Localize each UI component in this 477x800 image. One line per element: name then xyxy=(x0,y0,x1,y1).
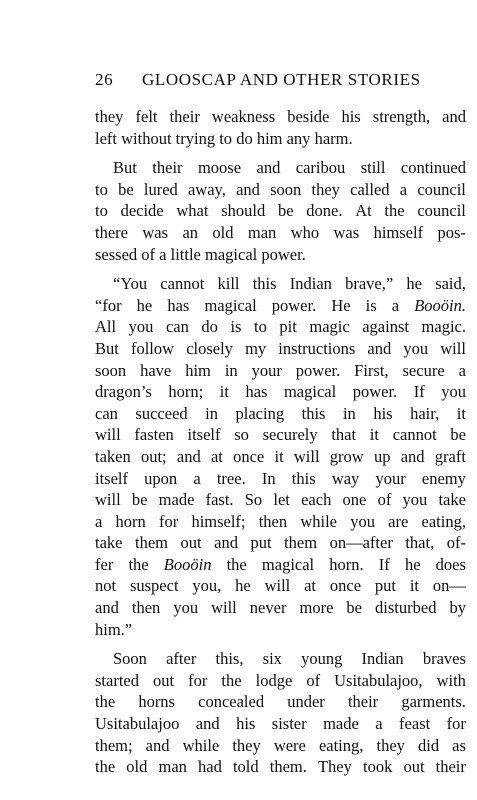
word: young xyxy=(301,649,343,669)
word: that, xyxy=(405,533,435,553)
word: him xyxy=(256,128,283,148)
word: them; xyxy=(95,735,133,755)
word: man xyxy=(158,757,187,777)
word: horns xyxy=(138,692,175,712)
word: of xyxy=(141,244,156,264)
word: be xyxy=(277,201,294,221)
word: is xyxy=(365,295,377,315)
word: caribou xyxy=(295,158,346,178)
text-line xyxy=(95,244,466,266)
word: on— xyxy=(432,576,466,596)
word: and xyxy=(256,158,281,178)
word: old xyxy=(212,222,234,242)
word: in xyxy=(224,360,238,380)
word: for xyxy=(188,670,208,690)
word: out xyxy=(403,757,425,777)
word: placing xyxy=(235,403,285,423)
word: you xyxy=(441,382,466,402)
paragraph xyxy=(95,157,466,265)
word: one xyxy=(342,490,367,510)
word: closely xyxy=(186,338,233,358)
word: council xyxy=(417,179,466,199)
word: At xyxy=(355,201,372,221)
word: old xyxy=(126,757,148,777)
word: for xyxy=(158,511,179,531)
word: put xyxy=(250,533,272,553)
text-line xyxy=(95,575,466,597)
word: soon xyxy=(270,179,302,199)
word: do xyxy=(236,128,253,148)
text-line xyxy=(95,713,466,735)
word: you xyxy=(403,338,429,358)
word: your xyxy=(375,468,406,488)
word: feast xyxy=(399,714,431,734)
word: so xyxy=(234,425,249,445)
word: eating, xyxy=(421,511,466,531)
word: enemy xyxy=(421,468,466,488)
word: made xyxy=(158,490,195,510)
word: “You xyxy=(113,274,148,294)
word: him xyxy=(185,360,211,380)
word: the xyxy=(95,757,116,777)
word: the xyxy=(95,692,116,712)
word: then xyxy=(131,598,161,618)
word: was xyxy=(142,222,169,242)
word: will xyxy=(211,598,237,618)
word: power. xyxy=(271,295,317,315)
text-line xyxy=(95,222,466,244)
word: fast. xyxy=(205,490,234,510)
word: should xyxy=(221,201,266,221)
word: In xyxy=(261,468,276,488)
word: made xyxy=(323,714,359,734)
text-line xyxy=(95,597,466,619)
word: felt xyxy=(135,107,158,126)
word: them xyxy=(135,533,168,553)
word: they xyxy=(232,735,261,755)
text-line xyxy=(95,403,466,425)
word: to xyxy=(95,201,108,221)
paragraph xyxy=(95,648,466,778)
word: your xyxy=(251,360,282,380)
text-line xyxy=(95,756,466,778)
word: succeed xyxy=(135,403,188,423)
word: the xyxy=(226,554,247,574)
word: after xyxy=(166,649,197,669)
word: harm. xyxy=(314,128,353,148)
word: magical xyxy=(283,382,337,402)
word: horn; xyxy=(168,382,204,402)
word: on—after xyxy=(329,533,393,553)
text-line xyxy=(95,157,466,179)
paragraph xyxy=(95,273,466,640)
word: as xyxy=(452,735,466,755)
word: out xyxy=(180,533,202,553)
word: itself xyxy=(95,468,128,488)
word: any xyxy=(286,128,311,148)
word: magic. xyxy=(421,317,466,337)
word: has xyxy=(245,382,268,402)
word: Soon xyxy=(113,649,147,669)
word: “for xyxy=(95,295,122,315)
word: to xyxy=(219,128,233,148)
word: horn xyxy=(115,511,146,531)
word: garments. xyxy=(401,692,466,712)
word: decide xyxy=(120,201,164,221)
word: at xyxy=(304,576,317,596)
text-line xyxy=(95,468,466,490)
word: braves xyxy=(422,649,466,669)
word: the xyxy=(221,670,242,690)
word: up xyxy=(373,446,391,466)
word: it xyxy=(409,576,420,596)
word: have xyxy=(140,360,172,380)
word: suspect xyxy=(129,576,179,596)
text-line xyxy=(95,360,466,382)
word: let xyxy=(273,490,290,510)
word: pit xyxy=(279,317,297,337)
word: moose xyxy=(197,158,242,178)
word: disturbed xyxy=(375,598,437,618)
word: magical xyxy=(261,554,315,574)
word: hair, xyxy=(410,403,440,423)
word: had xyxy=(198,757,222,777)
word: it xyxy=(219,382,229,402)
word: his xyxy=(373,403,393,423)
word: they xyxy=(311,179,340,199)
word: way xyxy=(331,468,360,488)
word: will xyxy=(264,576,291,596)
word: their xyxy=(152,158,183,178)
word: concealed xyxy=(198,692,265,712)
word: be xyxy=(118,179,134,199)
word: you xyxy=(173,598,199,618)
word: continued xyxy=(400,158,466,178)
word: his xyxy=(341,107,361,126)
text-line xyxy=(95,511,466,533)
text-line xyxy=(95,532,466,554)
word: himself; xyxy=(191,511,246,531)
word: a xyxy=(391,295,400,315)
word: took xyxy=(362,757,393,777)
word: Indian xyxy=(361,649,404,669)
word: Usitabulajoo, xyxy=(334,670,423,690)
word: All xyxy=(95,317,117,337)
word: a xyxy=(399,179,408,199)
word: six xyxy=(262,649,282,669)
text-line xyxy=(95,295,466,317)
italic-word: Booöin xyxy=(163,554,212,574)
word: are xyxy=(388,511,409,531)
word: be xyxy=(450,425,466,445)
word: has xyxy=(167,295,190,315)
word: follow xyxy=(130,338,175,358)
word: graft xyxy=(434,446,466,466)
word: with xyxy=(436,670,466,690)
text-line xyxy=(95,619,466,641)
text-line xyxy=(95,128,466,150)
word: them. xyxy=(269,757,307,777)
word: power. xyxy=(295,360,341,380)
word: take xyxy=(95,533,123,553)
word: a xyxy=(95,511,103,531)
word: put xyxy=(374,576,396,596)
text-line xyxy=(95,106,466,128)
word: it xyxy=(274,446,284,466)
word: power. xyxy=(352,382,398,402)
word: that xyxy=(331,425,357,445)
word: their xyxy=(435,757,466,777)
word: this xyxy=(291,468,316,488)
word: will xyxy=(95,425,121,445)
word: and xyxy=(176,446,201,466)
word: and xyxy=(400,446,425,466)
word: and xyxy=(145,735,170,755)
word: will xyxy=(440,338,466,358)
paragraph xyxy=(95,106,466,149)
word: lured xyxy=(143,179,178,199)
word: taken xyxy=(95,446,131,466)
word: himself xyxy=(373,222,424,242)
word: you xyxy=(350,511,375,531)
word: for xyxy=(446,714,466,734)
word: grow xyxy=(329,446,364,466)
word: pos- xyxy=(437,222,466,242)
word: this xyxy=(301,403,326,423)
word: a xyxy=(458,360,466,380)
word: will xyxy=(293,446,320,466)
word: fasten xyxy=(134,425,174,445)
word: by xyxy=(449,598,466,618)
word: while xyxy=(300,511,338,531)
text-line xyxy=(95,648,466,670)
word: tree. xyxy=(216,468,246,488)
word: beside xyxy=(287,107,330,126)
word: they xyxy=(376,735,405,755)
word: will xyxy=(95,490,121,510)
word: left xyxy=(95,128,117,148)
word: never xyxy=(249,598,287,618)
word: did xyxy=(417,735,440,755)
text-line xyxy=(95,424,466,446)
word: out; xyxy=(140,446,167,466)
word: dragon’s xyxy=(95,382,152,402)
word: So xyxy=(244,490,263,510)
text-line xyxy=(95,554,466,576)
word: there xyxy=(95,222,128,242)
word: weakness xyxy=(211,107,276,126)
word: kill xyxy=(217,274,240,294)
word: and xyxy=(95,598,119,618)
word: the xyxy=(384,201,405,221)
word: Usitabulajoo xyxy=(95,714,180,734)
word: of xyxy=(306,670,321,690)
word: their xyxy=(169,107,200,126)
word: against xyxy=(362,317,409,337)
word: Indian xyxy=(289,274,332,294)
word: it xyxy=(369,425,379,445)
word: sister xyxy=(271,714,307,734)
word: a xyxy=(193,468,201,488)
word: it xyxy=(456,403,466,423)
word: a xyxy=(159,244,167,264)
word: brave,” xyxy=(345,274,394,294)
word: he xyxy=(136,295,153,315)
word: this xyxy=(252,274,277,294)
word: strength, xyxy=(372,107,431,126)
text-line xyxy=(95,489,466,511)
word: fer xyxy=(95,554,114,574)
word: he xyxy=(235,576,251,596)
word: of- xyxy=(446,533,466,553)
paragraph-gap xyxy=(95,640,466,648)
word: without xyxy=(121,128,172,148)
text-line xyxy=(95,381,466,403)
word: soon xyxy=(95,360,127,380)
word: is xyxy=(230,317,242,337)
word: who xyxy=(290,222,320,242)
word: magical xyxy=(204,295,257,315)
word: once xyxy=(233,446,265,466)
word: not xyxy=(95,576,117,596)
paragraph-gap xyxy=(95,265,466,273)
word: and xyxy=(195,714,220,734)
text-line xyxy=(95,273,466,295)
word: them xyxy=(284,533,318,553)
word: can xyxy=(95,403,118,423)
text-line xyxy=(95,179,466,201)
word: done. xyxy=(306,201,343,221)
word: But xyxy=(95,338,119,358)
word: were xyxy=(273,735,306,755)
word: while xyxy=(182,735,220,755)
word: sessed xyxy=(95,244,138,264)
running-head xyxy=(95,70,465,94)
word: If xyxy=(413,382,425,402)
word: the xyxy=(128,554,149,574)
word: be xyxy=(131,490,148,510)
word: council xyxy=(417,201,466,221)
word: him.” xyxy=(95,619,133,639)
word: under xyxy=(287,692,325,712)
word: away, xyxy=(187,179,226,199)
text-line xyxy=(95,735,466,757)
text-line xyxy=(95,446,466,468)
text-line xyxy=(95,670,466,692)
word: in xyxy=(205,403,218,423)
word: out xyxy=(153,670,175,690)
word: my xyxy=(245,338,267,358)
word: They xyxy=(317,757,352,777)
word: magical xyxy=(205,244,258,264)
word: eating, xyxy=(318,735,364,755)
word: secure xyxy=(402,360,445,380)
word: be xyxy=(346,598,362,618)
word: upon xyxy=(144,468,178,488)
body-text xyxy=(95,106,466,778)
word: started xyxy=(95,670,139,690)
word: in xyxy=(342,403,356,423)
word: his xyxy=(236,714,256,734)
running-title: GLOOSCAP AND OTHER STORIES xyxy=(142,70,421,89)
word: once xyxy=(329,576,362,596)
word: of xyxy=(377,490,392,510)
word: instructions xyxy=(278,338,356,358)
word: their xyxy=(347,692,379,712)
word: told xyxy=(232,757,259,777)
word: magic xyxy=(309,317,350,337)
word: securely xyxy=(262,425,318,445)
word: was xyxy=(333,222,360,242)
word: more xyxy=(299,598,334,618)
word: But xyxy=(113,158,137,178)
text-line xyxy=(95,316,466,338)
word: they xyxy=(95,107,124,126)
paragraph-gap xyxy=(95,149,466,157)
word: what xyxy=(176,201,209,221)
page-number: 26 xyxy=(95,70,114,89)
word: and xyxy=(236,179,260,199)
word: trying xyxy=(175,128,216,148)
word: said, xyxy=(435,274,466,294)
word: horn. xyxy=(329,554,364,574)
word: you xyxy=(128,317,154,337)
word: still xyxy=(360,158,386,178)
word: you, xyxy=(192,576,222,596)
word: this, xyxy=(215,649,244,669)
word: and xyxy=(442,107,466,126)
word: can xyxy=(165,317,189,337)
word: a xyxy=(375,714,383,734)
word: power. xyxy=(261,244,306,264)
word: He xyxy=(331,295,351,315)
word: cannot xyxy=(160,274,205,294)
word: then xyxy=(258,511,288,531)
word: and xyxy=(367,338,392,358)
word: itself xyxy=(187,425,221,445)
word: he xyxy=(406,274,422,294)
word: you xyxy=(402,490,428,510)
word: an xyxy=(182,222,199,242)
italic-word: Booöin. xyxy=(414,295,466,315)
word: take xyxy=(438,490,466,510)
word: cannot xyxy=(392,425,437,445)
word: called xyxy=(350,179,390,199)
word: at xyxy=(210,446,223,466)
word: do xyxy=(201,317,218,337)
word: lodge xyxy=(255,670,293,690)
word: each xyxy=(301,490,332,510)
word: little xyxy=(170,244,201,264)
word: First, xyxy=(354,360,389,380)
word: he xyxy=(404,554,421,574)
word: to xyxy=(95,179,108,199)
word: does xyxy=(435,554,466,574)
word: and xyxy=(214,533,238,553)
word: man xyxy=(247,222,277,242)
word: to xyxy=(254,317,267,337)
text-line xyxy=(95,691,466,713)
text-line xyxy=(95,200,466,222)
text-line xyxy=(95,338,466,360)
word: If xyxy=(378,554,390,574)
